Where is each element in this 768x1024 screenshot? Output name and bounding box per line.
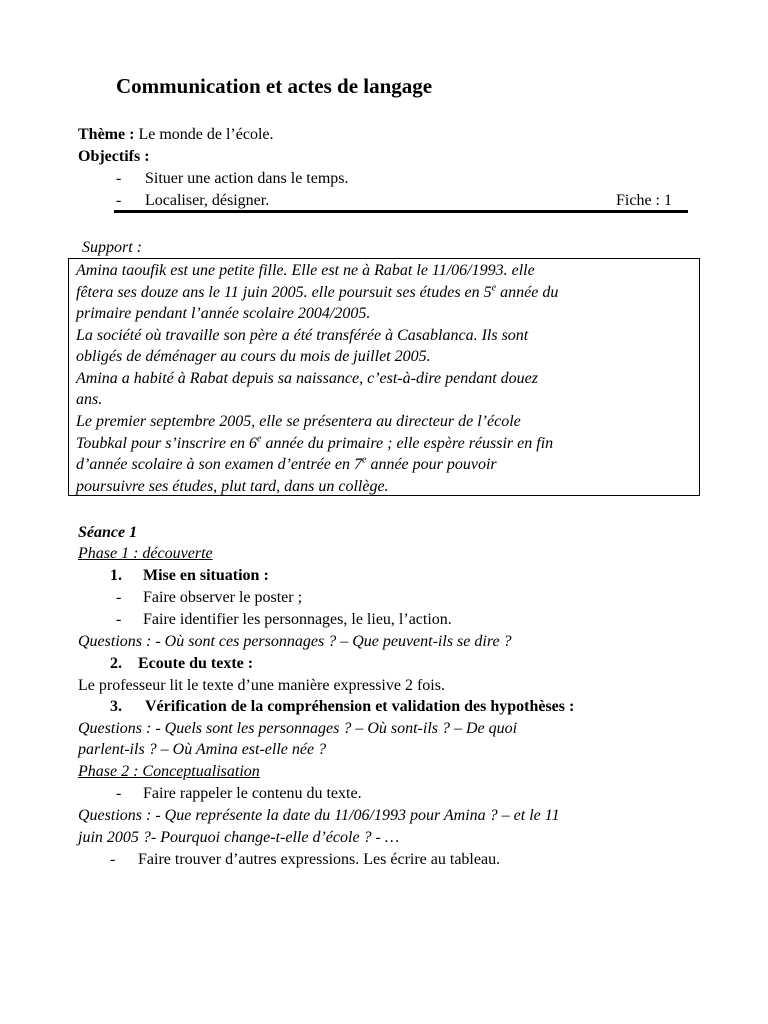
questions-4-line1: Questions : - Que représente la date du 11/06/1993 pour Amina ? – et le 11: [78, 807, 560, 824]
objectif-bullet: -: [116, 170, 122, 187]
support-line: fêtera ses douze ans le 11 juin 2005. elle poursuit ses études en 5e année du: [76, 282, 559, 301]
objectif-bullet: -: [116, 192, 122, 209]
support-line: La société où travaille son père a été transférée à Casablanca. Ils sont: [76, 327, 529, 344]
final-item: Faire trouver d’autres expressions. Les écrire au tableau.: [138, 851, 501, 868]
step2-number: 2.: [110, 655, 122, 672]
phase1-heading: Phase 1 : découverte: [78, 545, 213, 562]
step3-label: Vérification de la compréhension et validation des hypothèses :: [145, 698, 575, 715]
phase2-item: Faire rappeler le contenu du texte.: [143, 785, 362, 802]
list-bullet: -: [116, 589, 122, 606]
support-line: poursuivre ses études, plut tard, dans un collège.: [76, 478, 389, 495]
objectif-item-1: Situer une action dans le temps.: [145, 170, 349, 187]
questions-3-line1: Questions : - Quels sont les personnages ? – Où sont-ils ? – De quoi: [78, 720, 518, 737]
step1-item-1: Faire observer le poster ;: [143, 589, 303, 606]
objectif-item-2: Localiser, désigner.: [145, 192, 270, 209]
questions-1: Questions : - Où sont ces personnages ? – Que peuvent-ils se dire ?: [78, 633, 512, 650]
support-line: Amina a habité à Rabat depuis sa naissance, c’est-à-dire pendant douez: [76, 370, 538, 387]
step3-number: 3.: [110, 698, 122, 715]
list-bullet: -: [110, 851, 116, 868]
support-line: ans.: [76, 391, 103, 408]
support-line: primaire pendant l’année scolaire 2004/2005.: [76, 305, 371, 322]
support-line: Le premier septembre 2005, elle se présentera au directeur de l’école: [76, 413, 521, 430]
step2-label: Ecoute du texte :: [138, 655, 254, 672]
support-line: obligés de déménager au cours du mois de juillet 2005.: [76, 348, 431, 365]
phase2-heading: Phase 2 : Conceptualisation: [78, 763, 260, 780]
seance-title: Séance 1: [78, 524, 138, 541]
support-line: Amina taoufik est une petite fille. Elle est ne à Rabat le 11/06/1993. elle: [76, 262, 535, 279]
objectifs-label: Objectifs :: [78, 148, 150, 165]
header-rule: [114, 210, 688, 213]
step2-text: Le professeur lit le texte d’une manière expressive 2 fois.: [78, 677, 445, 694]
step1-number: 1.: [110, 567, 122, 584]
fiche-number: Fiche : 1: [616, 192, 672, 209]
step1-item-2: Faire identifier les personnages, le lieu, l’action.: [143, 611, 452, 628]
questions-4-line2: juin 2005 ?- Pourquoi change-t-elle d’école ? - …: [78, 829, 400, 846]
list-bullet: -: [116, 611, 122, 628]
theme-label: Thème :: [78, 126, 135, 143]
support-line: d’année scolaire à son examen d’entrée en 7e année pour pouvoir: [76, 454, 497, 473]
support-label: Support :: [82, 239, 142, 256]
support-line: Toubkal pour s’inscrire en 6e année du primaire ; elle espère réussir en fin: [76, 433, 554, 452]
list-bullet: -: [116, 785, 122, 802]
theme-value: Le monde de l’école.: [134, 126, 274, 143]
step1-label: Mise en situation :: [143, 567, 269, 584]
document-title: Communication et actes de langage: [116, 74, 433, 98]
theme-line: [78, 125, 273, 144]
questions-3-line2: parlent-ils ? – Où Amina est-elle née ?: [78, 741, 327, 758]
